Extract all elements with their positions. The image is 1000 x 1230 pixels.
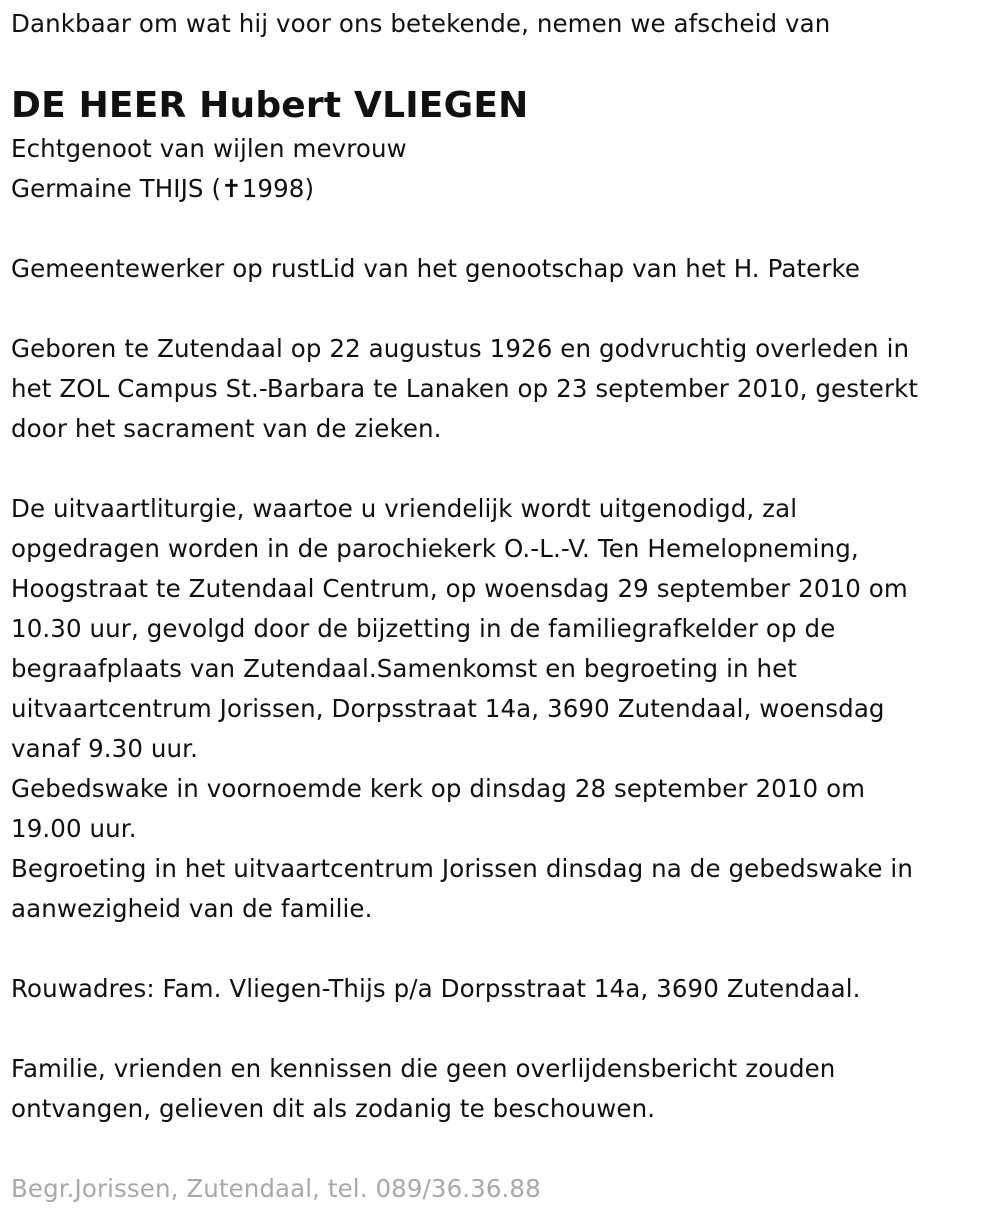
funeral-paragraph [11, 489, 996, 929]
spouse-line: Germaine THIJS (✝1998) [11, 174, 315, 203]
notice-line: Familie, vrienden en kennissen die geen overlijdensbericht zouden [11, 1054, 836, 1083]
funeral-line: Gebedswake in voornoemde kerk op dinsdag 28 september 2010 om [11, 774, 866, 803]
obituary-notice [11, 0, 996, 1209]
birth-death-line: Geboren te Zutendaal op 22 augustus 1926 en godvruchtig overleden in [11, 334, 910, 363]
intro-text: Dankbaar om wat hij voor ons betekende, nemen we afscheid van [11, 9, 831, 38]
birth-death-line: het ZOL Campus St.-Barbara te Lanaken op 23 september 2010, gesterkt [11, 374, 919, 403]
funeral-line: Hoogstraat te Zutendaal Centrum, op woensdag 29 september 2010 om [11, 574, 908, 603]
funeral-line: vanaf 9.30 uur. [11, 734, 198, 763]
paragraph-gap [11, 289, 996, 329]
deceased-name: DE HEER Hubert VLIEGEN [11, 85, 529, 126]
funeral-line: opgedragen worden in de parochiekerk O.-L.-V. Ten Hemelopneming, [11, 534, 859, 563]
paragraph-gap [11, 209, 996, 249]
funeral-line: aanwezigheid van de familie. [11, 894, 373, 923]
notice-paragraph [11, 1049, 996, 1129]
funeral-line: De uitvaartliturgie, waartoe u vriendelijk wordt uitgenodigd, zal [11, 494, 798, 523]
funeral-home-footer: Begr.Jorissen, Zutendaal, tel. 089/36.36.88 [11, 1174, 541, 1203]
paragraph-gap [11, 929, 996, 969]
spouse-line: Echtgenoot van wijlen mevrouw [11, 134, 407, 163]
paragraph-gap [11, 1009, 996, 1049]
funeral-line: begraafplaats van Zutendaal.Samenkomst en begroeting in het [11, 654, 797, 683]
notice-line: ontvangen, gelieven dit als zodanig te beschouwen. [11, 1094, 656, 1123]
mourning-address: Rouwadres: Fam. Vliegen-Thijs p/a Dorpsstraat 14a, 3690 Zutendaal. [11, 974, 861, 1003]
funeral-line: uitvaartcentrum Jorissen, Dorpsstraat 14a, 3690 Zutendaal, woensdag [11, 694, 885, 723]
birth-death-line: door het sacrament van de zieken. [11, 414, 442, 443]
funeral-line: 10.30 uur, gevolgd door de bijzetting in de familiegrafkelder op de [11, 614, 836, 643]
spouse-paragraph [11, 129, 996, 209]
occupation-text: Gemeentewerker op rustLid van het genootschap van het H. Paterke [11, 254, 861, 283]
birth-death-paragraph [11, 329, 996, 449]
funeral-line: 19.00 uur. [11, 814, 137, 843]
funeral-line: Begroeting in het uitvaartcentrum Jorissen dinsdag na de gebedswake in [11, 854, 913, 883]
paragraph-gap [11, 449, 996, 489]
